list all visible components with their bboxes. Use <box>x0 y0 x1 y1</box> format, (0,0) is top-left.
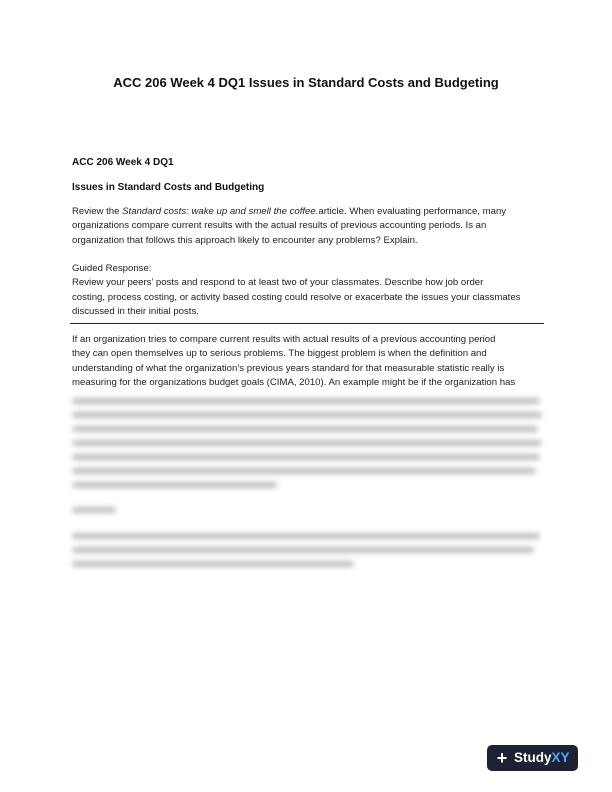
plus-icon: + <box>496 748 508 768</box>
answer-line-2: they can open themselves up to serious problems. The biggest problem is when the definition and <box>72 348 487 360</box>
answer-paragraph <box>72 333 542 391</box>
heading-course: ACC 206 Week 4 DQ1 <box>72 157 174 168</box>
blurred-line <box>72 426 538 432</box>
blurred-heading <box>72 507 116 513</box>
answer-line-1: If an organization tries to compare current results with actual results of a previous accounting period <box>72 334 496 345</box>
prompt-line-3: organization that follows this approach likely to encounter any problems? Explain. <box>72 234 418 246</box>
guided-response <box>72 262 542 320</box>
blurred-line <box>72 398 540 404</box>
blurred-line <box>72 468 536 474</box>
prompt-line-2: organizations compare current results with the actual results of previous accounting periods. Is an <box>72 220 487 232</box>
blurred-line <box>72 440 542 446</box>
logo-text: StudyXY <box>514 750 570 765</box>
divider-rule <box>70 323 544 324</box>
article-title: Standard costs: wake up and smell the coffee. <box>122 206 319 217</box>
blurred-line <box>72 561 354 567</box>
studyxy-logo <box>487 745 578 771</box>
answer-line-3: understanding of what the organization’s previous years standard for that measurable statistic really is <box>72 362 505 374</box>
guided-line-1: Review your peers’ posts and respond to at least two of your classmates. Describe how job order <box>72 277 484 289</box>
prompt-paragraph <box>72 205 542 248</box>
guided-line-2: costing, process costing, or activity based costing could resolve or exacerbate the issues your classmates <box>72 291 521 303</box>
blurred-line <box>72 482 277 488</box>
guided-label: Guided Response: <box>72 263 152 274</box>
blurred-line <box>72 533 540 539</box>
document-title: ACC 206 Week 4 DQ1 Issues in Standard Costs and Budgeting <box>113 75 499 90</box>
guided-line-3: discussed in their initial posts. <box>72 306 199 318</box>
answer-line-4: measuring for the organizations budget goals (CIMA, 2010). An example might be if the organization has <box>72 377 516 389</box>
prompt-line-1: Review the Standard costs: wake up and smell the coffee.article. When evaluating performance, many <box>72 206 507 217</box>
heading-topic: Issues in Standard Costs and Budgeting <box>72 182 265 193</box>
blurred-line <box>72 412 542 418</box>
blurred-line <box>72 454 540 460</box>
blurred-line <box>72 547 534 553</box>
